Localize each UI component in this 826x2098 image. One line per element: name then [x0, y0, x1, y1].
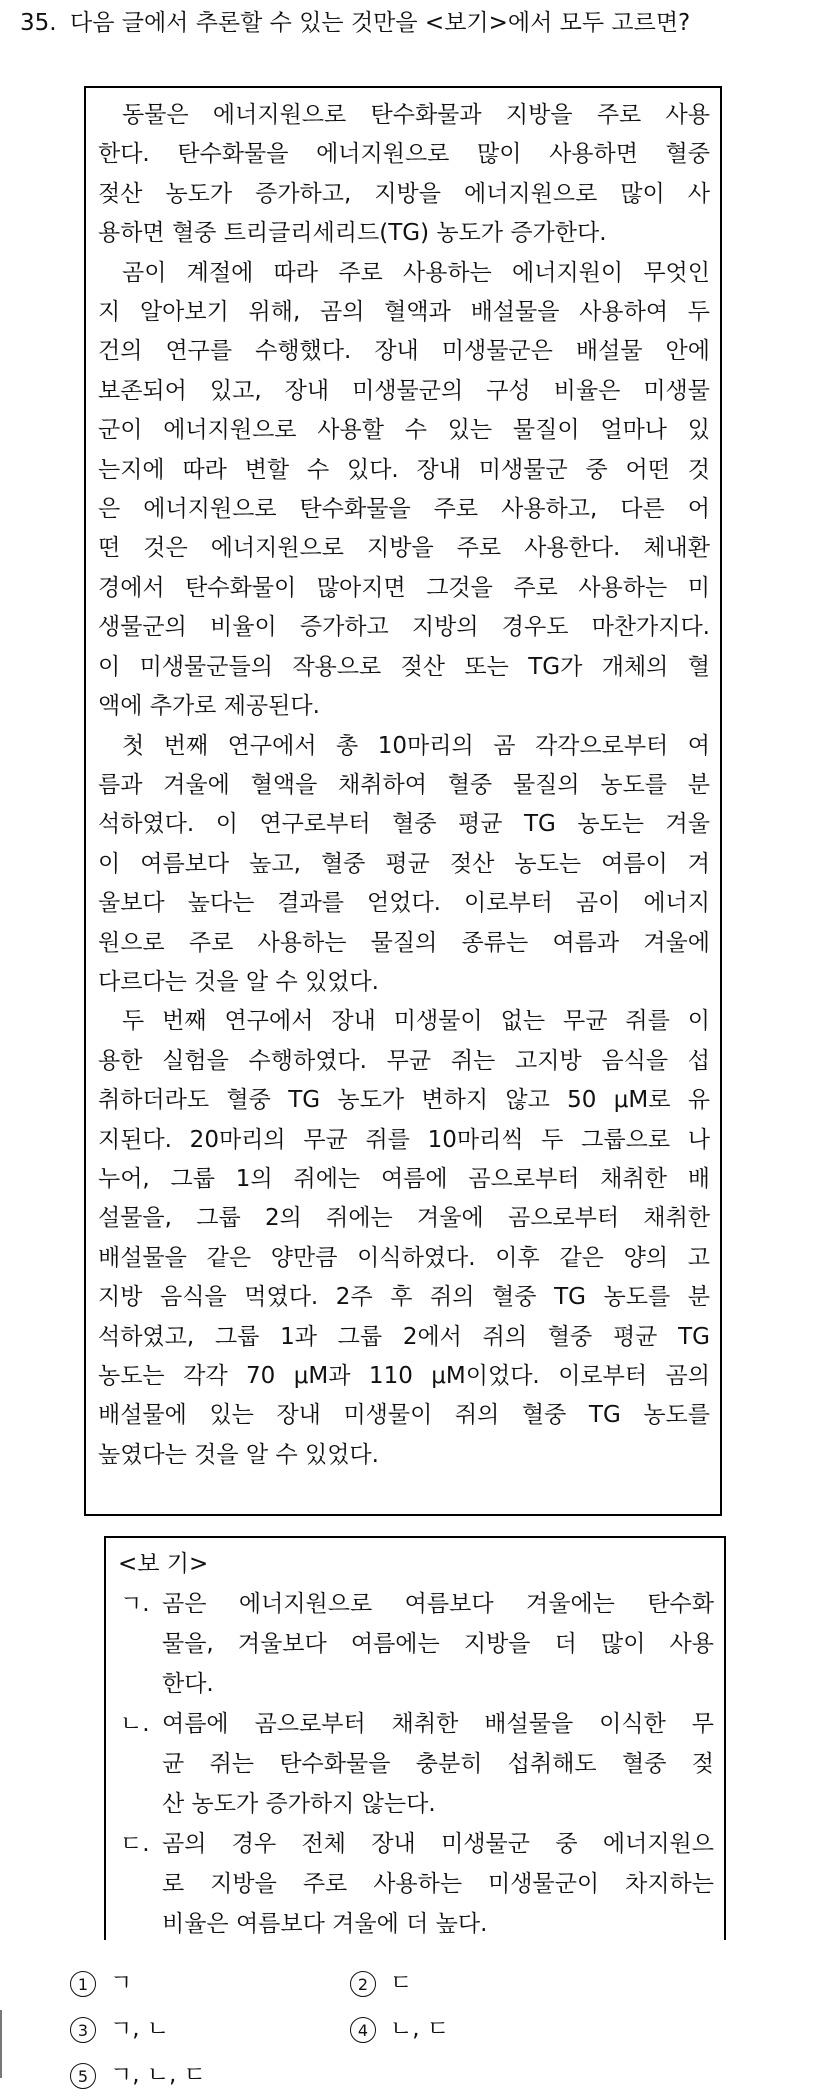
choice-2[interactable] [350, 1960, 412, 2006]
choice-text: ㄷ [390, 1970, 413, 1996]
passage-line: 액에 추가로 제공된다. [98, 693, 320, 720]
bogi-item-line: 한다. [162, 1671, 214, 1697]
bogi-item-mark: ㄱ. [120, 1591, 150, 1617]
passage-line: 동물은 에너지원으로 탄수화물과 지방을 주로 사용 [122, 102, 710, 128]
passage-line: 이 여름보다 높고, 혈중 평균 젖산 농도는 여름이 겨 [98, 850, 710, 877]
choice-number-circle: 5 [70, 2063, 96, 2089]
passage-line: 첫 번째 연구에서 총 10마리의 곰 각각으로부터 여 [122, 732, 710, 759]
passage-paragraph [98, 1002, 710, 1475]
passage-line: 높였다는 것을 알 수 있었다. [98, 1441, 379, 1468]
passage-line: 용한 실험을 수행하였다. 무균 쥐는 고지방 음식을 섭 [98, 1047, 710, 1074]
passage-line: 경에서 탄수화물이 많아지면 그것을 주로 사용하는 미 [98, 574, 710, 601]
passage-line: 곰이 계절에 따라 주로 사용하는 에너지원이 무엇인 [122, 259, 710, 286]
passage-line: 름과 겨울에 혈액을 채취하여 혈중 물질의 농도를 분 [98, 771, 710, 798]
passage-line: 지 알아보기 위해, 곰의 혈액과 배설물을 사용하여 두 [98, 299, 710, 326]
bogi-item-line: 곰의 경우 전체 장내 미생물군 중 에너지원으 [162, 1831, 714, 1857]
bogi-title: <보 기> [118, 1551, 209, 1577]
question-text: 다음 글에서 추론할 수 있는 것만을 <보기>에서 모두 고르면? [70, 10, 691, 36]
question-header [20, 8, 790, 38]
bogi-item [116, 1704, 714, 1824]
choice-1[interactable] [70, 1960, 132, 2006]
passage-line: 건의 연구를 수행했다. 장내 미생물군은 배설물 안에 [98, 338, 710, 365]
passage-line: 원으로 주로 사용하는 물질의 종류는 여름과 겨울에 [98, 929, 710, 956]
passage-line: 생물군의 비율이 증가하고 지방의 경우도 마찬가지다. [98, 614, 710, 641]
choice-number-circle: 1 [70, 1971, 96, 1997]
bogi-item-line: 비율은 여름보다 겨울에 더 높다. [162, 1911, 488, 1937]
passage-paragraph [98, 254, 710, 727]
bogi-item-line: 물을, 겨울보다 여름에는 지방을 더 많이 사용 [162, 1631, 714, 1657]
choice-3[interactable] [70, 2006, 169, 2052]
question-number: 35. [20, 10, 57, 36]
passage-line: 배설물에 있는 장내 미생물이 쥐의 혈중 TG 농도를 [98, 1402, 710, 1429]
passage-line: 배설물을 같은 양만큼 이식하였다. 이후 같은 양의 고 [98, 1244, 710, 1271]
choice-text: ㄱ [110, 1970, 133, 1996]
bogi-item-mark: ㄷ. [120, 1831, 150, 1857]
passage-line: 울보다 높다는 결과를 얻었다. 이로부터 곰이 에너지 [98, 890, 710, 917]
choice-5[interactable] [70, 2052, 206, 2098]
passage-line: 다르다는 것을 알 수 있었다. [98, 968, 379, 995]
passage-line: 설물을, 그룹 2의 쥐에는 겨울에 곰으로부터 채취한 [98, 1205, 710, 1232]
passage-line: 누어, 그룹 1의 쥐에는 여름에 곰으로부터 채취한 배 [98, 1165, 710, 1192]
bogi-item [116, 1584, 714, 1704]
passage-line: 용하면 혈중 트리글리세리드(TG) 농도가 증가한다. [98, 220, 607, 247]
choice-number-circle: 2 [350, 1971, 376, 1997]
passage-line: 석하였다. 이 연구로부터 혈중 평균 TG 농도는 겨울 [98, 811, 710, 838]
passage-line: 지방 음식을 먹였다. 2주 후 쥐의 혈중 TG 농도를 분 [98, 1284, 710, 1311]
passage-line: 두 번째 연구에서 장내 미생물이 없는 무균 쥐를 이 [122, 1008, 710, 1035]
bogi-item-line: 산 농도가 증가하지 않는다. [162, 1791, 436, 1817]
passage-paragraph [98, 96, 710, 254]
page-edge-mark [0, 2010, 2, 2078]
bogi-item-line: 균 쥐는 탄수화물을 충분히 섭취해도 혈중 젖 [162, 1751, 714, 1777]
passage-paragraph [98, 727, 710, 1003]
bogi-item-mark: ㄴ. [120, 1711, 150, 1737]
choice-4[interactable] [350, 2006, 449, 2052]
passage-line: 한다. 탄수화물을 에너지원으로 많이 사용하면 혈중 [98, 141, 710, 168]
passage-line: 군이 에너지원으로 사용할 수 있는 물질이 얼마나 있 [98, 417, 710, 444]
bogi-item-line: 로 지방을 주로 사용하는 미생물군이 차지하는 [162, 1871, 714, 1897]
passage-line: 보존되어 있고, 장내 미생물군의 구성 비율은 미생물 [98, 377, 710, 404]
choice-number-circle: 4 [350, 2017, 376, 2043]
passage-line: 젖산 농도가 증가하고, 지방을 에너지원으로 많이 사 [98, 180, 710, 207]
passage-line: 은 에너지원으로 탄수화물을 주로 사용하고, 다른 어 [98, 496, 710, 523]
bogi-box [104, 1536, 726, 1940]
passage-line: 이 미생물군들의 작용으로 젖산 또는 TG가 개체의 혈 [98, 653, 710, 680]
choice-number-circle: 3 [70, 2017, 96, 2043]
passage-line: 농도는 각각 70 μM과 110 μM이었다. 이로부터 곰의 [98, 1363, 710, 1389]
passage-line: 지된다. 20마리의 무균 쥐를 10마리씩 두 그룹으로 나 [98, 1126, 710, 1153]
passage-line: 는지에 따라 변할 수 있다. 장내 미생물군 중 어떤 것 [98, 456, 710, 483]
bogi-item-line: 곰은 에너지원으로 여름보다 겨울에는 탄수화 [162, 1591, 714, 1617]
choice-text: ㄱ, ㄴ, ㄷ [110, 2062, 206, 2088]
passage-box [84, 86, 722, 1516]
passage-line: 떤 것은 에너지원으로 지방을 주로 사용한다. 체내환 [98, 535, 710, 562]
passage-line: 취하더라도 혈중 TG 농도가 변하지 않고 50 μM로 유 [98, 1087, 710, 1114]
bogi-item [116, 1824, 714, 1944]
choice-text: ㄴ, ㄷ [390, 2016, 450, 2042]
passage-line: 석하였고, 그룹 1과 그룹 2에서 쥐의 혈중 평균 TG [98, 1323, 710, 1350]
bogi-item-line: 여름에 곰으로부터 채취한 배설물을 이식한 무 [162, 1711, 714, 1737]
choice-text: ㄱ, ㄴ [110, 2016, 170, 2042]
